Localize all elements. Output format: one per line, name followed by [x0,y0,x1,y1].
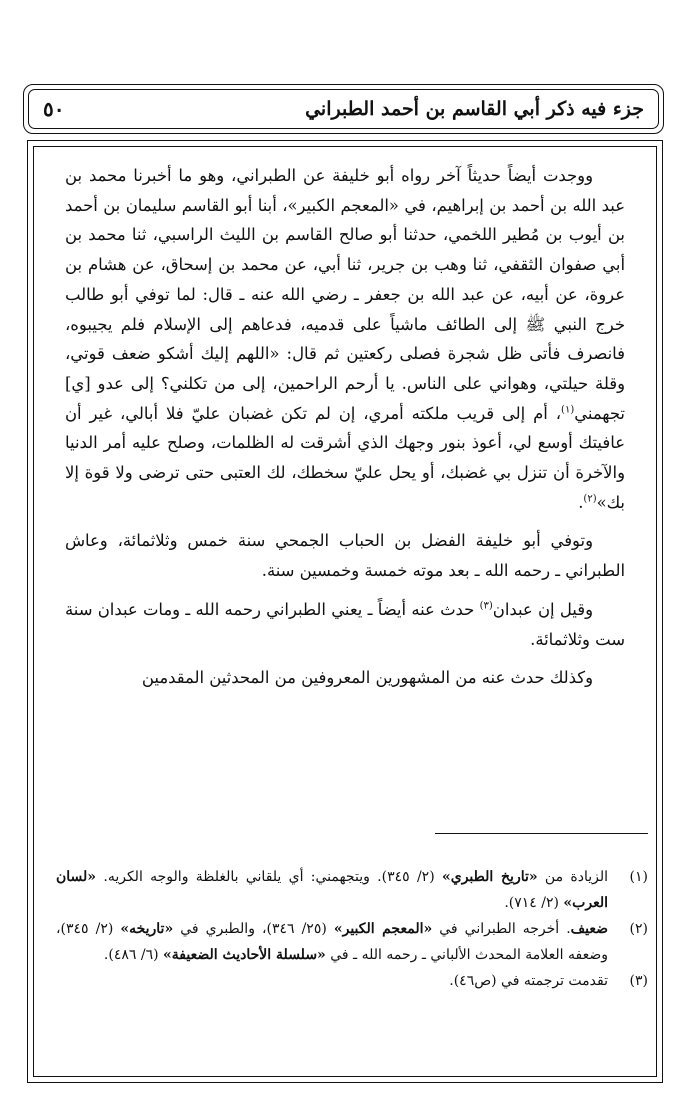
paragraph-continuation: وكذلك حدث عنه من المشهورين المعروفين من المحدثين المقدمين [141,668,593,688]
footnote-text-part: (٢/ ٣٤٥)، وضعفه العلامة المحدث الألباني ـ رحمه الله ـ في [56,921,608,963]
footnote-text-part: (٢/ ٧١٤). [504,894,564,911]
paragraph-text: . [578,492,584,512]
footnote-number: (٣) [629,973,648,989]
footnote-text-part: (٢/ ٣٤٥). ويتجهمني: أي يلقاني بالغلظة والوجه الكريه. [96,869,442,885]
footnote-source-title: «المعجم الكبير» [333,921,433,937]
footnote-grade: ضعيف [570,921,609,937]
footnote-text-part: (٢٥/ ٣٤٦)، والطبري في [173,921,334,937]
paragraph-text: حدث عنه أيضاً ـ يعني الطبراني رحمه الله ـ ومات عبدان سنة ست وثلاثمائة. [65,599,625,649]
footnote-number: (٢) [629,921,648,937]
footnote-text-part: (٦/ ٤٨٦). [103,946,164,963]
running-header-frame [28,89,659,129]
footnote-number: (١) [629,869,648,885]
footnote-text [56,865,608,916]
footnote-ref: (١) [561,404,575,416]
footnote-text [56,917,608,968]
paragraph-text: وقيل إن عبدان [492,599,593,619]
footnote [56,865,648,916]
paragraph-abdan [65,595,625,654]
footnote [56,917,648,968]
running-header [23,84,664,134]
main-text [65,161,625,693]
paragraph-hadith [65,161,625,517]
footnote-text: تقدمت ترجمته في (ص٤٦). [449,973,608,989]
paragraph-text: ووجدت أيضاً حديثاً آخر رواه أبو خليفة عن الطبراني، وهو ما أخبرنا محمد بن عبد الله بن أحمد بن إبراهيم، في «المعجم الكبير»، أبنا أبو القاسم سليمان بن أحمد بن أيوب بن مُطير اللخمي، حدثنا أبو صالح القاسم بن الليث الراسبي، ثنا محمد بن أبي صفوان الثقفي، ثنا وهب بن جرير، ثنا أبي، عن محمد بن إسحاق، عن هشام بن عروة، عن أبيه، عن عبد الله بن جعفر ـ رضي الله عنه ـ قال: لما توفي أبو طالب خرج النبي ﷺ إلى الطائف ماشياً على قدميه، فدعاهم إلى الإسلام فلم يجيبوه، فانصرف فأتى ظل شجرة فصلى ركعتين ثم قال: «اللهم إليك أشكو ضعف قوتي، وقلة حيلتي، وهواني على الناس. يا أرحم الراحمين، إلى من تكلني؟ إلى عدو [ي] تجهمني [65,166,625,423]
footnote-source-title: «سلسلة الأحاديث الضعيفة» [163,946,326,963]
footnotes [56,865,648,996]
footnote-ref: (٣) [479,600,493,612]
footnote-text-part: الزيادة من [537,869,609,885]
paragraph-text: ، أم إلى قريب ملكته أمري، إن لم تكن غضبان عليّ فلا أبالي، غير أن عافيتك أوسع لي، أعوذ بنور وجهك الذي أشرقت له الظلمات، وصلح عليه أمر الدنيا والآخرة أن تنزل بي غضبك، أو يحل عليّ سخطك، لك العتبى حتى ترضى ولا قوة إلا بك» [65,403,625,512]
footnote-source-title: «لسان العرب» [56,869,608,911]
page-number: ٥٠ [43,97,65,121]
footnote-ref: (٢) [583,493,597,505]
footnote-source-title: «تاريخ الطبري» [441,869,538,885]
paragraph-abu-khalifa: وتوفي أبو خليفة الفضل بن الحباب الجمحي سنة خمس وثلاثمائة، وعاش الطبراني ـ رحمه الله ـ بعد موته خمسة وخمسين سنة. [65,531,625,581]
footnote-text-part: . أخرجه الطبراني في [432,921,571,937]
footnote-source-title: «تاريخه» [120,921,174,937]
footnote [56,969,648,995]
text-frame [27,140,663,1083]
running-title: جزء فيه ذكر أبي القاسم بن أحمد الطبراني [305,98,644,120]
footnote-divider [435,833,648,834]
